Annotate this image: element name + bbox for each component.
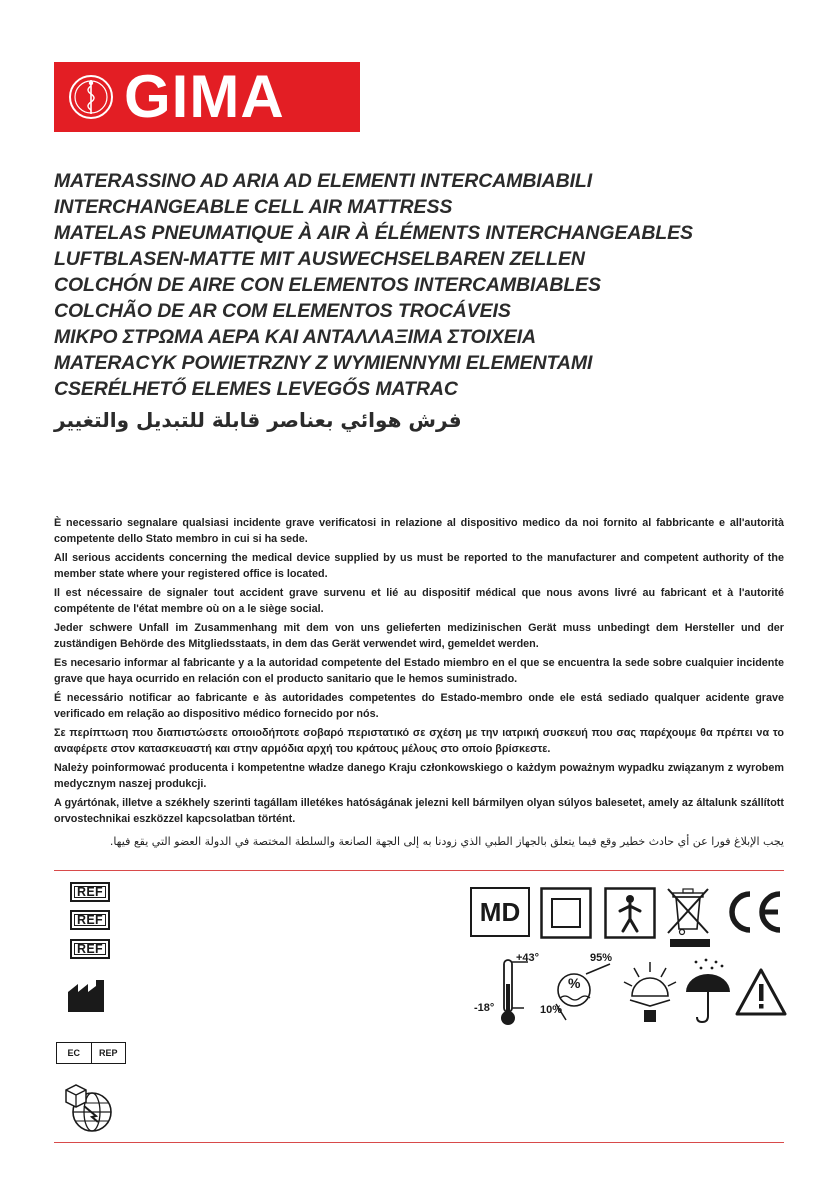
caution-warning-icon [734, 966, 788, 1018]
keep-dry-icon [682, 958, 734, 1026]
class-ii-icon [540, 887, 592, 939]
humidity-max-label: 95% [590, 952, 613, 964]
notice-en: All serious accidents concerning the medical device supplied by us must be reported to the manufacturer and competent authority of the member state where your registered office is located. [54, 552, 784, 580]
brand-wordmark: GIMA [124, 63, 285, 130]
notice-fr: Il est nécessaire de signaler tout accident grave survenu et lié au dispositif médical que nous avons livré au fabricant et à l'autorité compétente de l'état membre où on a le siège social. [54, 587, 784, 615]
notice-de: Jeder schwere Unfall im Zusammenhang mit dem von uns gelieferten medizinischen Gerät muss unbedingt dem Hersteller und der zuständigen Behörde des Mitgliedsstaats, in dem das Gerät verwendet wird, gemeldet werden. [54, 622, 784, 650]
ref-symbol-1: REF [70, 882, 110, 902]
notice-pt: É necessário notificar ao fabricante e às autoridades competentes do Estado-membro onde ele está sediado qualquer acidente grave verificado em relação ao dispositivo médico fornecido por nós. [54, 692, 784, 720]
manufacturer-icon [66, 978, 112, 1014]
notice-it: È necessario segnalare qualsiasi incidente grave verificatosi in relazione al dispositivo medico da noi fornito al fabbricante e all'autorità competente dello Stato membro in cui si ha sede. [54, 517, 784, 545]
title-fr: MATELAS PNEUMATIQUE À AIR À ÉLÉMENTS INTERCHANGEABLES [54, 222, 693, 244]
notice-el: Σε περίπτωση που διαπιστώσετε οποιοδήποτε σοβαρό περιστατικό σε σχέση με την ιατρική συσκευή που σας παρέχουμε θα πρέπει να το αναφέρετε στον κατασκευαστή και στην αρμόδια αρχή του κράτους μέλους στο οποίο βρίσκεστε. [54, 727, 784, 755]
import-distributor-icon [62, 1082, 118, 1134]
rep-label: REP [98, 1048, 118, 1058]
title-es: COLCHÓN DE AIRE CON ELEMENTOS INTERCAMBIABLES [54, 274, 601, 296]
top-divider [54, 870, 784, 871]
title-el: ΜΙΚΡΟ ΣΤΡΩΜΑ ΑΕΡΑ ΚΑΙ ΑΝΤΑΛΛΑΞΙΜΑ ΣΤΟΙΧΕΙΑ [54, 326, 537, 348]
notice-pl: Należy poinformować producenta i kompetentne władze danego Kraju członkowskiego o każdym poważnym wypadku związanym z wyrobem medycznym naszej produkcji. [54, 762, 784, 790]
humidity-sign: % [568, 975, 581, 991]
ref-symbol-2: REF [70, 910, 110, 930]
ec-label: EC [57, 1043, 92, 1063]
product-titles [54, 168, 794, 436]
notice-es: Es necesario informar al fabricante y a la autoridad competente del Estado miembro en el que se encuentra la sede sobre cualquier incidente grave que haya ocurrido en relación con el producto sanitario que le hemos suministrado. [54, 657, 784, 685]
humidity-min-label: 10% [540, 1004, 563, 1016]
gima-logo [54, 62, 360, 132]
ce-mark-icon [724, 890, 786, 934]
incident-notices [54, 516, 784, 854]
bottom-divider [54, 1142, 784, 1143]
weee-crossed-bin-icon [662, 885, 714, 949]
title-ar: فرش هوائي بعناصر قابلة للتبديل والتغيير [54, 408, 462, 432]
ec-rep-symbol [56, 1042, 126, 1064]
ref-symbol-3: REF [70, 939, 110, 959]
title-de: LUFTBLASEN-MATTE MIT AUSWECHSELBAREN ZELLEN [54, 248, 585, 270]
medical-device-symbol: MD [470, 887, 530, 937]
title-it: MATERASSINO AD ARIA AD ELEMENTI INTERCAMBIABILI [54, 170, 593, 192]
title-hu: CSERÉLHETŐ ELEMES LEVEGŐS MATRAC [54, 378, 458, 400]
notice-hu: A gyártónak, illetve a székhely szerinti tagállam illetékes hatóságának jelezni kell bármilyen olyan súlyos balesetet, amely az általunk szállított orvostechnikai eszközzel kapcsolatban történt. [54, 797, 784, 825]
title-pt: COLCHÃO DE AR COM ELEMENTOS TROCÁVEIS [54, 300, 511, 322]
gima-seal-icon [68, 74, 114, 120]
title-en: INTERCHANGEABLE CELL AIR MATTRESS [54, 196, 453, 218]
keep-away-from-sunlight-icon [622, 960, 678, 1026]
type-b-applied-part-icon [604, 887, 656, 939]
title-pl: MATERACYK POWIETRZNY Z WYMIENNYMI ELEMENTAMI [54, 352, 593, 374]
notice-ar: يجب الإبلاغ فورا عن أي حادث خطير وقع فيما يتعلق بالجهاز الطبي الذي زودنا به إلى الجهة الصانعة والسلطة المختصة في الدولة العضو التي يقع فيها. [109, 835, 784, 848]
temperature-limit-icon [494, 954, 534, 1028]
temp-max-label: +43° [516, 952, 540, 964]
temp-min-label: -18° [474, 1002, 495, 1014]
